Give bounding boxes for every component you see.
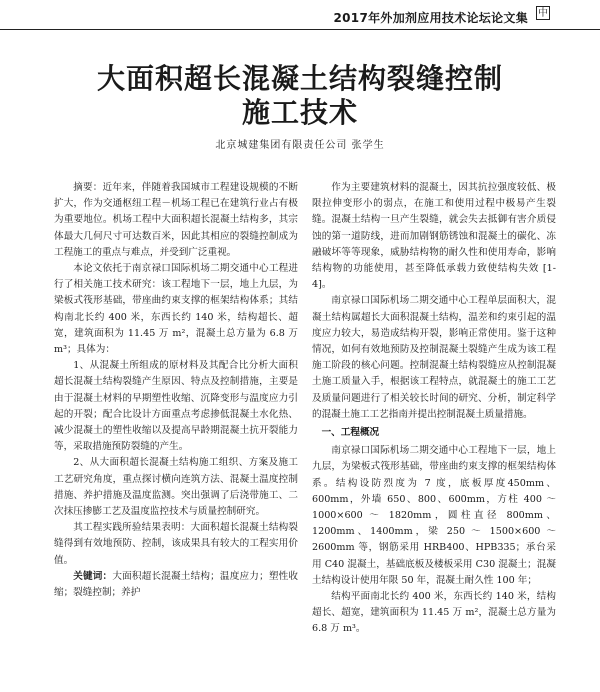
header-rule xyxy=(0,29,600,30)
keywords-label: 关键词： xyxy=(73,570,113,582)
author-affiliation: 北京城建集团有限责任公司 张学生 xyxy=(215,140,385,151)
right-column xyxy=(312,180,556,638)
body-paragraph: 2、从大面积超长混凝土结构施工组织、方案及施工工艺研究角度，重点探讨横向连筑方法、混凝土温度控制措施、养护措施及温度监测。突出强调了后浇带施工、二次抹压掺膨工艺及温度监控技术与质量控制研究。 xyxy=(54,457,298,518)
body-paragraph: 南京禄口国际机场二期交通中心工程单层面积大，混凝土结构属超长大面积混凝土结构，温差和约束引起的温度应力较大，易造成结构开裂，影响正常使用。鉴于这种情况，如何有效地预防及控制混凝土裂缝产生成为该工程施工阶段的核心问题。控制混凝土结构裂缝应从控制混凝土施工质量入手，根据该工程特点，就混凝土的施工工艺及质量问题进行了相关较长时间的研究、分析，制定科学的混凝土施工工艺指南并提出控制混凝土质量措施。 xyxy=(312,295,556,420)
body-paragraph: 作为主要建筑材料的混凝土，因其抗拉强度较低、极限拉伸变形小的弱点，在施工和使用过程中极易产生裂缝。混凝土结构一旦产生裂缝，就会失去抵御有害介质侵蚀的第一道防线，进而加剧钢筋锈蚀和混凝土的碳化、冻融破坏等等现象，威胁结构物的耐久性和使用寿命，影响结构物的功能使用，甚至降低承载力致使结构失效 [1-4]。 xyxy=(312,182,556,291)
abstract-paragraph: 摘要：近年来，伴随着我国城市工程建设规模的不断扩大，作为交通枢纽工程－机场工程已在建筑行业占有极为重要地位。机场工程中大面积超长混凝土结构多，其宗体最大几何尺寸可达数百米，因此其相应的裂缝控制成为工程施工的重点与难点，并受到广泛重视。 xyxy=(54,182,298,258)
body-paragraph: 结构平面南北长约 400 米，东西长约 140 米，结构超长、超宽，建筑面积为 11.45 万 m²，混凝土总方量为 6.8 万 m³。 xyxy=(312,591,556,635)
page-marker-box: 中 xyxy=(538,8,548,19)
body-paragraph: 其工程实践所验结果表明：大面积超长混凝土结构裂缝得到有效地预防、控制，该成果具有较大的工程实用价值。 xyxy=(54,522,298,566)
keywords-paragraph xyxy=(54,569,298,601)
body-paragraph: 南京禄口国际机场二期交通中心工程地下一层，地上九层，为梁板式筏形基础，带座曲约束支撑的框架结构体系。结构设防烈度为 7 度，底板厚度450mm、600mm，外墙 650、800、600mm，方柱 400 ～ 1000×600 ～ 1820mm，圆柱直径 800mm、1200mm、1400mm，梁 250 ～ 1500×600 ～ 2600mm 等，钢筋采用 HRB400、HPB335；承台采用 C40 混凝土，基础底板及楼板采用 C30 混凝土；混凝土结构设计使用年限 50 年，混凝土耐久性 100 年； xyxy=(312,445,556,586)
body-paragraph: 1、从混凝土所组成的原材料及其配合比分析大面积超长混凝土结构裂缝产生原因、特点及控制措施，主要是由于混凝土材料的早期塑性收缩、沉降变形与温度应力引起的开裂；配合比设计方面重点考虑掺低混凝土水化热、减少混凝土的塑性收缩以及提高早龄期混凝土抗开裂能力等，采取措施预防裂缝的产生。 xyxy=(54,360,298,453)
paper-title-line-2: 施工技术 xyxy=(241,96,358,129)
body-paragraph: 本论文依托于南京禄口国际机场二期交通中心工程进行了相关施工技术研究：该工程地下一层，地上九层，为梁板式筏形基础，带座曲约束支撑的框架结构体系；其结构南北长约 400 米，东西长约 140 米，结构超长、超宽，建筑面积为 11.45 万 m²，混凝土总方量为 6.8 万 m³；具体为： xyxy=(54,263,298,356)
paper-title xyxy=(0,62,600,130)
keywords-text: 大面积超长混凝土结构；温度应力；塑性收缩；裂缝控制；养护 xyxy=(54,570,299,599)
running-header-title: 2017年外加剂应用技术论坛论文集 xyxy=(333,11,528,25)
left-column xyxy=(54,180,298,601)
paper-title-line-1: 大面积超长混凝土结构裂缝控制 xyxy=(96,62,503,95)
section-heading: 一、工程概况 xyxy=(321,427,380,439)
